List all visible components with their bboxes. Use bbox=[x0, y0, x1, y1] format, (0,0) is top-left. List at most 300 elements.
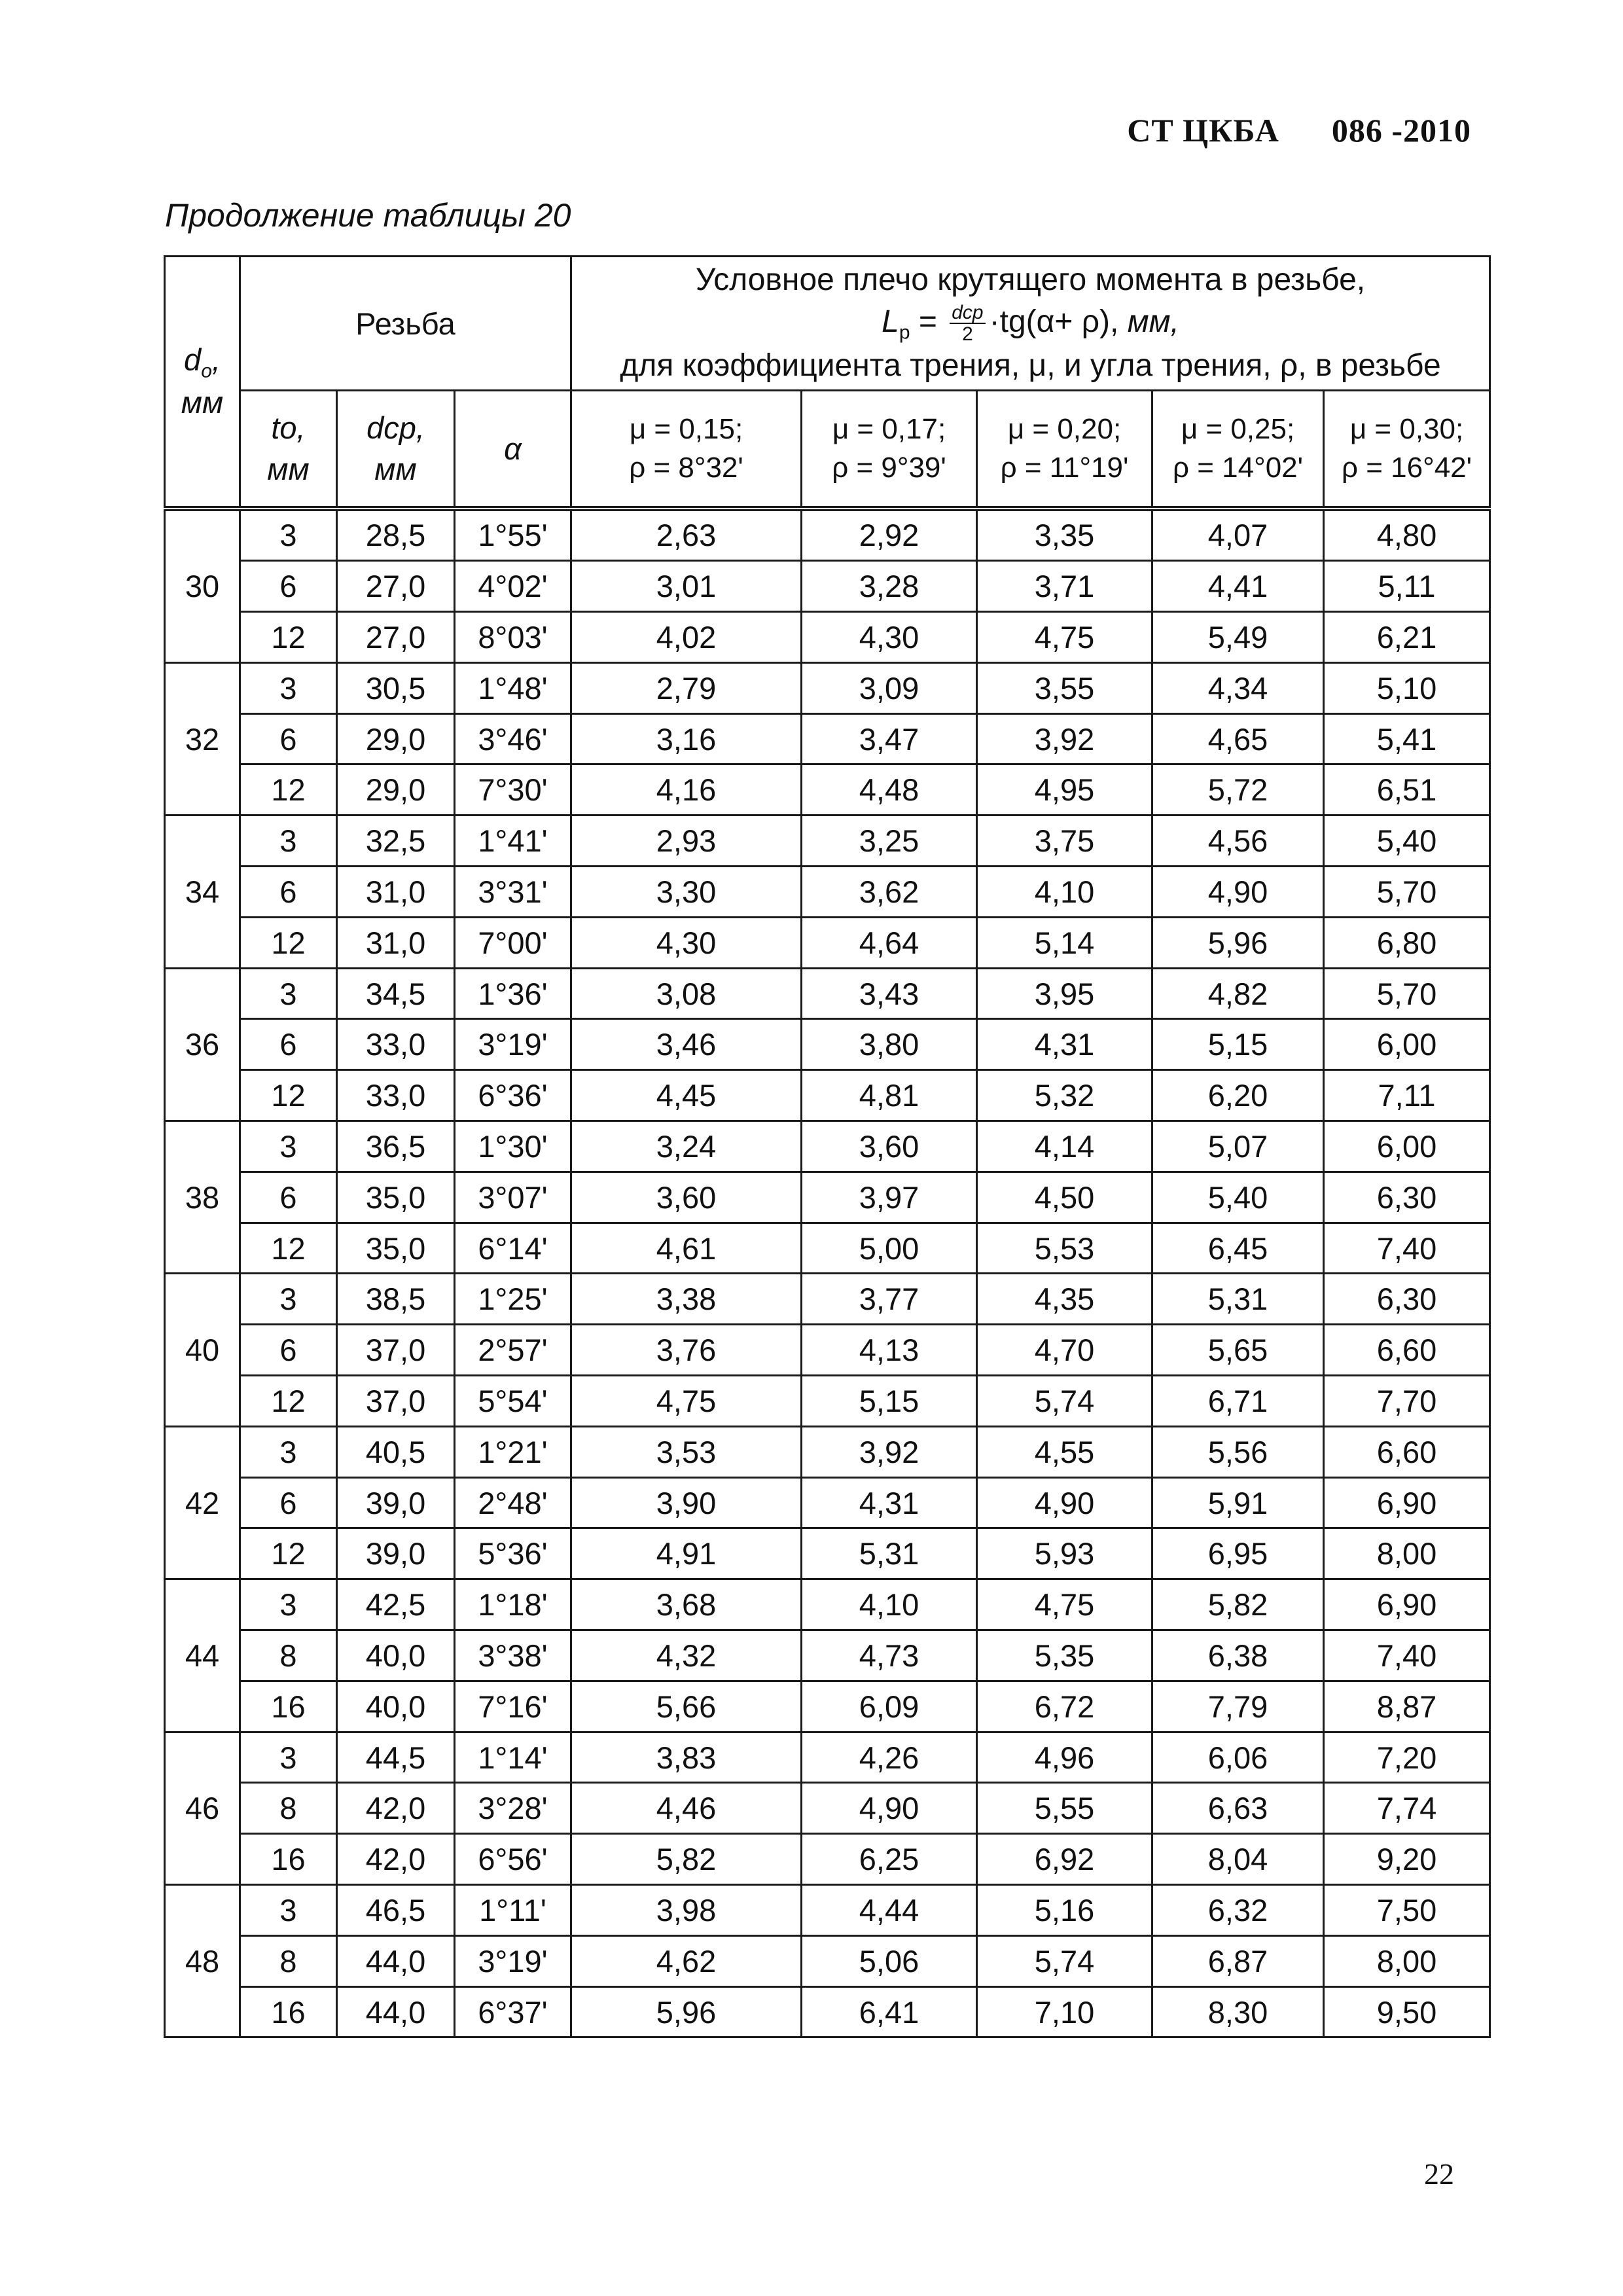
table-cell: 4,90 bbox=[802, 1783, 977, 1834]
table-cell: 1°14' bbox=[455, 1732, 571, 1783]
table-cell: 6,90 bbox=[1324, 1477, 1490, 1528]
table-cell: 6,41 bbox=[802, 1986, 977, 2037]
table-row bbox=[165, 1172, 1490, 1223]
table-cell: 3,97 bbox=[802, 1172, 977, 1223]
table-row bbox=[165, 662, 1490, 713]
table-cell: 6,90 bbox=[1324, 1579, 1490, 1630]
table-cell: 1°36' bbox=[455, 968, 571, 1019]
table-cell: 2,79 bbox=[571, 662, 802, 713]
torque-arm-condition: для коэффициента трения, μ, и угла трения, ρ, в резьбе bbox=[620, 348, 1441, 384]
document-header bbox=[1127, 111, 1471, 149]
table-cell: 30,5 bbox=[337, 662, 455, 713]
table-cell: 7,10 bbox=[977, 1986, 1152, 2037]
table-cell: 6,00 bbox=[1324, 1019, 1490, 1070]
sub-header-line: μ = 0,20; bbox=[1007, 412, 1122, 445]
table-cell: 5,70 bbox=[1324, 968, 1490, 1019]
table-cell: 5,32 bbox=[977, 1070, 1152, 1121]
torque-arm-table-container bbox=[164, 255, 1489, 2038]
table-cell: 4,56 bbox=[1152, 816, 1324, 867]
sub-header-line: ρ = 9°39' bbox=[832, 452, 946, 484]
table-cell: 3 bbox=[240, 1426, 337, 1477]
table-cell: 42,0 bbox=[337, 1834, 455, 1885]
table-cell: 27,0 bbox=[337, 561, 455, 612]
formula-fraction: $\frac{\text{dср}}{2}$ bbox=[950, 302, 985, 345]
torque-arm-formula: $L_р$ = $\frac{\text{dср}}{2}$ ·tg(α+ ρ), мм, bbox=[882, 301, 1179, 346]
table-cell: 4,41 bbox=[1152, 561, 1324, 612]
table-cell: 3,25 bbox=[802, 816, 977, 867]
table-cell: 5,11 bbox=[1324, 561, 1490, 612]
table-cell: 3,95 bbox=[977, 968, 1152, 1019]
table-cell: 16 bbox=[240, 1681, 337, 1732]
column-header-mu-025 bbox=[1152, 391, 1324, 509]
table-row bbox=[165, 1783, 1490, 1834]
table-cell: 1°48' bbox=[455, 662, 571, 713]
sub-header-line: ρ = 16°42' bbox=[1341, 452, 1472, 484]
table-cell: 4,64 bbox=[802, 917, 977, 968]
table-cell: 4,26 bbox=[802, 1732, 977, 1783]
table-cell: 7,70 bbox=[1324, 1376, 1490, 1427]
table-cell: 29,0 bbox=[337, 713, 455, 764]
table-row bbox=[165, 713, 1490, 764]
table-row bbox=[165, 1477, 1490, 1528]
table-cell: 3 bbox=[240, 968, 337, 1019]
d0-cell: 42 bbox=[165, 1426, 240, 1579]
table-cell: 5,41 bbox=[1324, 713, 1490, 764]
table-cell: 3°19' bbox=[455, 1019, 571, 1070]
table-cell: 6,45 bbox=[1152, 1223, 1324, 1274]
table-cell: 29,0 bbox=[337, 764, 455, 816]
table-cell: 5,96 bbox=[1152, 917, 1324, 968]
table-cell: 3,28 bbox=[802, 561, 977, 612]
table-row bbox=[165, 612, 1490, 663]
table-cell: 7,20 bbox=[1324, 1732, 1490, 1783]
table-cell: 4,16 bbox=[571, 764, 802, 816]
table-cell: 8 bbox=[240, 1783, 337, 1834]
table-cell: 5,06 bbox=[802, 1935, 977, 1986]
table-cell: 3,60 bbox=[571, 1172, 802, 1223]
table-cell: 40,0 bbox=[337, 1681, 455, 1732]
table-cell: 4,02 bbox=[571, 612, 802, 663]
table-cell: 5,31 bbox=[1152, 1274, 1324, 1325]
table-cell: 12 bbox=[240, 764, 337, 816]
table-cell: 6,09 bbox=[802, 1681, 977, 1732]
table-cell: 4,65 bbox=[1152, 713, 1324, 764]
table-row bbox=[165, 1579, 1490, 1630]
table-cell: 3°28' bbox=[455, 1783, 571, 1834]
sub-header-line: ρ = 11°19' bbox=[1000, 452, 1129, 484]
table-cell: 4,30 bbox=[571, 917, 802, 968]
table-cell: 6 bbox=[240, 1172, 337, 1223]
table-cell: 5,31 bbox=[802, 1528, 977, 1579]
table-cell: 35,0 bbox=[337, 1223, 455, 1274]
standard-number: 086 -2010 bbox=[1331, 112, 1471, 149]
table-cell: 40,0 bbox=[337, 1630, 455, 1681]
table-cell: 4°02' bbox=[455, 561, 571, 612]
table-cell: 3°19' bbox=[455, 1935, 571, 1986]
table-cell: 5,16 bbox=[977, 1885, 1152, 1936]
table-cell: 4,75 bbox=[977, 1579, 1152, 1630]
table-cell: 3,16 bbox=[571, 713, 802, 764]
table-cell: 5,72 bbox=[1152, 764, 1324, 816]
table-row bbox=[165, 1121, 1490, 1172]
table-row bbox=[165, 1070, 1490, 1121]
table-cell: 6,32 bbox=[1152, 1885, 1324, 1936]
table-cell: 6,06 bbox=[1152, 1732, 1324, 1783]
table-cell: 4,55 bbox=[977, 1426, 1152, 1477]
table-cell: 6°37' bbox=[455, 1986, 571, 2037]
table-cell: 5,15 bbox=[1152, 1019, 1324, 1070]
table-cell: 5,56 bbox=[1152, 1426, 1324, 1477]
table-cell: 5,70 bbox=[1324, 867, 1490, 918]
table-cell: 3,80 bbox=[802, 1019, 977, 1070]
table-cell: 46,5 bbox=[337, 1885, 455, 1936]
column-header-mu-015 bbox=[571, 391, 802, 509]
table-cell: 8,04 bbox=[1152, 1834, 1324, 1885]
d0-cell: 46 bbox=[165, 1732, 240, 1884]
table-cell: 3,83 bbox=[571, 1732, 802, 1783]
table-cell: 3°31' bbox=[455, 867, 571, 918]
table-cell: 6 bbox=[240, 867, 337, 918]
table-body bbox=[165, 509, 1490, 2037]
table-cell: 3,76 bbox=[571, 1325, 802, 1376]
table-row bbox=[165, 1019, 1490, 1070]
table-caption: Продолжение таблицы 20 bbox=[165, 197, 571, 234]
table-cell: 4,34 bbox=[1152, 662, 1324, 713]
table-cell: 6,60 bbox=[1324, 1325, 1490, 1376]
table-cell: 4,07 bbox=[1152, 509, 1324, 561]
d0-cell: 48 bbox=[165, 1885, 240, 2037]
table-cell: 3°07' bbox=[455, 1172, 571, 1223]
table-cell: 7°30' bbox=[455, 764, 571, 816]
table-row bbox=[165, 1325, 1490, 1376]
table-row bbox=[165, 1426, 1490, 1477]
standard-code: СТ ЦКБА bbox=[1127, 112, 1279, 149]
table-cell: 4,61 bbox=[571, 1223, 802, 1274]
table-cell: 5,14 bbox=[977, 917, 1152, 968]
table-cell: 4,80 bbox=[1324, 509, 1490, 561]
page-number: 22 bbox=[1424, 2157, 1454, 2191]
table-cell: 4,75 bbox=[977, 612, 1152, 663]
table-cell: 8 bbox=[240, 1630, 337, 1681]
table-cell: 4,96 bbox=[977, 1732, 1152, 1783]
table-cell: 3,92 bbox=[802, 1426, 977, 1477]
table-cell: 6°36' bbox=[455, 1070, 571, 1121]
table-cell: 5,35 bbox=[977, 1630, 1152, 1681]
table-cell: 3 bbox=[240, 662, 337, 713]
table-cell: 5,93 bbox=[977, 1528, 1152, 1579]
table-cell: 37,0 bbox=[337, 1325, 455, 1376]
table-cell: 4,10 bbox=[977, 867, 1152, 918]
table-cell: 5,66 bbox=[571, 1681, 802, 1732]
table-row bbox=[165, 561, 1490, 612]
column-header-mu-030 bbox=[1324, 391, 1490, 509]
table-cell: 1°11' bbox=[455, 1885, 571, 1936]
table-cell: 5,82 bbox=[571, 1834, 802, 1885]
table-cell: 6 bbox=[240, 1019, 337, 1070]
table-cell: 5,55 bbox=[977, 1783, 1152, 1834]
table-cell: 7°16' bbox=[455, 1681, 571, 1732]
table-cell: 44,5 bbox=[337, 1732, 455, 1783]
table-cell: 7,40 bbox=[1324, 1630, 1490, 1681]
table-cell: 4,45 bbox=[571, 1070, 802, 1121]
table-cell: 5,91 bbox=[1152, 1477, 1324, 1528]
table-cell: 4,91 bbox=[571, 1528, 802, 1579]
table-cell: 4,44 bbox=[802, 1885, 977, 1936]
table-cell: 3°46' bbox=[455, 713, 571, 764]
table-row bbox=[165, 1834, 1490, 1885]
sub-header-line: dср, bbox=[366, 410, 425, 445]
table-cell: 12 bbox=[240, 1223, 337, 1274]
table-cell: 6,95 bbox=[1152, 1528, 1324, 1579]
table-cell: 6 bbox=[240, 1325, 337, 1376]
column-header-dcp bbox=[337, 391, 455, 509]
sub-header-line: μ = 0,15; bbox=[629, 412, 743, 445]
table-cell: 8°03' bbox=[455, 612, 571, 663]
table-cell: 31,0 bbox=[337, 917, 455, 968]
table-cell: 6,30 bbox=[1324, 1172, 1490, 1223]
torque-arm-title: Условное плечо крутящего момента в резьбе, bbox=[695, 262, 1366, 297]
table-row bbox=[165, 1528, 1490, 1579]
table-cell: 12 bbox=[240, 612, 337, 663]
table-cell: 6,87 bbox=[1152, 1935, 1324, 1986]
table-cell: 5,96 bbox=[571, 1986, 802, 2037]
table-cell: 6,80 bbox=[1324, 917, 1490, 968]
column-header-d0: $d_о$, мм bbox=[165, 257, 240, 509]
sub-header-line: μ = 0,17; bbox=[832, 412, 946, 445]
table-cell: 6,72 bbox=[977, 1681, 1152, 1732]
column-header-mu-020 bbox=[977, 391, 1152, 509]
d0-cell: 38 bbox=[165, 1121, 240, 1274]
table-row bbox=[165, 1274, 1490, 1325]
sub-header-line: ρ = 14°02' bbox=[1172, 452, 1304, 484]
table-cell: 16 bbox=[240, 1986, 337, 2037]
table-cell: 16 bbox=[240, 1834, 337, 1885]
table-row bbox=[165, 1986, 1490, 2037]
column-header-mu-017 bbox=[802, 391, 977, 509]
table-cell: 6,38 bbox=[1152, 1630, 1324, 1681]
table-row bbox=[165, 1223, 1490, 1274]
table-cell: 6 bbox=[240, 1477, 337, 1528]
table-cell: 39,0 bbox=[337, 1477, 455, 1528]
table-cell: 3,68 bbox=[571, 1579, 802, 1630]
d0-cell: 36 bbox=[165, 968, 240, 1121]
table-cell: 4,75 bbox=[571, 1376, 802, 1427]
table-cell: 42,0 bbox=[337, 1783, 455, 1834]
table-cell: 8,00 bbox=[1324, 1935, 1490, 1986]
table-row bbox=[165, 1681, 1490, 1732]
table-cell: 33,0 bbox=[337, 1070, 455, 1121]
table-cell: 6,21 bbox=[1324, 612, 1490, 663]
table-cell: 8,00 bbox=[1324, 1528, 1490, 1579]
table-cell: 4,70 bbox=[977, 1325, 1152, 1376]
table-cell: 5,53 bbox=[977, 1223, 1152, 1274]
table-cell: 44,0 bbox=[337, 1935, 455, 1986]
table-cell: 1°30' bbox=[455, 1121, 571, 1172]
table-cell: 7,11 bbox=[1324, 1070, 1490, 1121]
table-cell: 3,77 bbox=[802, 1274, 977, 1325]
table-cell: 4,90 bbox=[977, 1477, 1152, 1528]
table-cell: 2,92 bbox=[802, 509, 977, 561]
table-cell: 6,63 bbox=[1152, 1783, 1324, 1834]
table-cell: 3,43 bbox=[802, 968, 977, 1019]
table-cell: 5,40 bbox=[1152, 1172, 1324, 1223]
sub-header-line: ρ = 8°32' bbox=[629, 452, 743, 484]
table-row bbox=[165, 1885, 1490, 1936]
table-cell: 6 bbox=[240, 561, 337, 612]
table-cell: 2°57' bbox=[455, 1325, 571, 1376]
table-cell: 3,92 bbox=[977, 713, 1152, 764]
table-cell: 5,74 bbox=[977, 1935, 1152, 1986]
table-cell: 3 bbox=[240, 1732, 337, 1783]
table-cell: 4,32 bbox=[571, 1630, 802, 1681]
table-cell: 33,0 bbox=[337, 1019, 455, 1070]
table-cell: 44,0 bbox=[337, 1986, 455, 2037]
table-cell: 3 bbox=[240, 1885, 337, 1936]
table-cell: 5,10 bbox=[1324, 662, 1490, 713]
table-cell: 1°21' bbox=[455, 1426, 571, 1477]
table-cell: 7,74 bbox=[1324, 1783, 1490, 1834]
table-cell: 35,0 bbox=[337, 1172, 455, 1223]
table-cell: 4,81 bbox=[802, 1070, 977, 1121]
table-cell: 37,0 bbox=[337, 1376, 455, 1427]
table-cell: 5,00 bbox=[802, 1223, 977, 1274]
table-cell: 32,5 bbox=[337, 816, 455, 867]
table-cell: 3,55 bbox=[977, 662, 1152, 713]
table-cell: 3 bbox=[240, 816, 337, 867]
table-cell: 5,65 bbox=[1152, 1325, 1324, 1376]
table-cell: 5,82 bbox=[1152, 1579, 1324, 1630]
table-cell: 3 bbox=[240, 1121, 337, 1172]
column-header-alpha bbox=[455, 391, 571, 509]
column-group-torque-arm bbox=[571, 257, 1490, 391]
table-cell: 4,48 bbox=[802, 764, 977, 816]
table-row bbox=[165, 764, 1490, 816]
table-cell: 5,15 bbox=[802, 1376, 977, 1427]
table-row bbox=[165, 1376, 1490, 1427]
table-cell: 6,92 bbox=[977, 1834, 1152, 1885]
table-cell: 3 bbox=[240, 1579, 337, 1630]
table-cell: 27,0 bbox=[337, 612, 455, 663]
table-cell: 3 bbox=[240, 509, 337, 561]
table-cell: 40,5 bbox=[337, 1426, 455, 1477]
table-cell: 3,75 bbox=[977, 816, 1152, 867]
table-cell: 4,31 bbox=[802, 1477, 977, 1528]
table-cell: 6,00 bbox=[1324, 1121, 1490, 1172]
table-cell: 5°36' bbox=[455, 1528, 571, 1579]
table-cell: 38,5 bbox=[337, 1274, 455, 1325]
table-cell: 4,46 bbox=[571, 1783, 802, 1834]
table-cell: 9,20 bbox=[1324, 1834, 1490, 1885]
sub-header-line: мм bbox=[267, 452, 310, 487]
table-cell: 6°56' bbox=[455, 1834, 571, 1885]
table-cell: 1°18' bbox=[455, 1579, 571, 1630]
table-cell: 3,98 bbox=[571, 1885, 802, 1936]
table-cell: 3,62 bbox=[802, 867, 977, 918]
table-cell: 4,90 bbox=[1152, 867, 1324, 918]
table-cell: 5,49 bbox=[1152, 612, 1324, 663]
table-cell: 3,01 bbox=[571, 561, 802, 612]
table-cell: 3 bbox=[240, 1274, 337, 1325]
table-cell: 4,30 bbox=[802, 612, 977, 663]
table-cell: 3,46 bbox=[571, 1019, 802, 1070]
sub-header-line: α bbox=[504, 431, 522, 466]
table-cell: 4,10 bbox=[802, 1579, 977, 1630]
column-header-t0 bbox=[240, 391, 337, 509]
table-row bbox=[165, 1732, 1490, 1783]
column-group-thread: Резьба bbox=[240, 257, 571, 391]
table-cell: 3,35 bbox=[977, 509, 1152, 561]
table-cell: 3,24 bbox=[571, 1121, 802, 1172]
table-cell: 4,62 bbox=[571, 1935, 802, 1986]
table-cell: 5,40 bbox=[1324, 816, 1490, 867]
table-cell: 39,0 bbox=[337, 1528, 455, 1579]
table-cell: 5,07 bbox=[1152, 1121, 1324, 1172]
table-cell: 3,30 bbox=[571, 867, 802, 918]
torque-arm-table bbox=[164, 255, 1491, 2038]
table-cell: 12 bbox=[240, 1528, 337, 1579]
table-cell: 8,87 bbox=[1324, 1681, 1490, 1732]
table-cell: 7,50 bbox=[1324, 1885, 1490, 1936]
d0-cell: 32 bbox=[165, 662, 240, 815]
table-cell: 6,71 bbox=[1152, 1376, 1324, 1427]
table-cell: 4,31 bbox=[977, 1019, 1152, 1070]
table-cell: 4,73 bbox=[802, 1630, 977, 1681]
table-cell: 1°41' bbox=[455, 816, 571, 867]
sub-header-line: tо, bbox=[271, 410, 306, 445]
table-cell: 6 bbox=[240, 713, 337, 764]
table-row bbox=[165, 917, 1490, 968]
table-cell: 31,0 bbox=[337, 867, 455, 918]
table-cell: 7,40 bbox=[1324, 1223, 1490, 1274]
table-row bbox=[165, 1935, 1490, 1986]
table-cell: 12 bbox=[240, 1070, 337, 1121]
d0-cell: 44 bbox=[165, 1579, 240, 1732]
table-cell: 2,63 bbox=[571, 509, 802, 561]
table-cell: 1°25' bbox=[455, 1274, 571, 1325]
table-cell: 5,74 bbox=[977, 1376, 1152, 1427]
table-cell: 12 bbox=[240, 917, 337, 968]
table-row bbox=[165, 1630, 1490, 1681]
table-cell: 4,82 bbox=[1152, 968, 1324, 1019]
table-cell: 6,30 bbox=[1324, 1274, 1490, 1325]
table-row bbox=[165, 509, 1490, 561]
table-cell: 5°54' bbox=[455, 1376, 571, 1427]
table-row bbox=[165, 816, 1490, 867]
table-cell: 9,50 bbox=[1324, 1986, 1490, 2037]
table-cell: 34,5 bbox=[337, 968, 455, 1019]
sub-header-row bbox=[165, 391, 1490, 509]
table-cell: 3°38' bbox=[455, 1630, 571, 1681]
table-row bbox=[165, 867, 1490, 918]
table-cell: 3,47 bbox=[802, 713, 977, 764]
d0-cell: 34 bbox=[165, 816, 240, 968]
table-cell: 6°14' bbox=[455, 1223, 571, 1274]
table-cell: 6,25 bbox=[802, 1834, 977, 1885]
table-cell: 3,90 bbox=[571, 1477, 802, 1528]
table-row bbox=[165, 968, 1490, 1019]
table-cell: 4,13 bbox=[802, 1325, 977, 1376]
table-cell: 28,5 bbox=[337, 509, 455, 561]
table-cell: 4,14 bbox=[977, 1121, 1152, 1172]
table-cell: 7°00' bbox=[455, 917, 571, 968]
table-cell: 3,60 bbox=[802, 1121, 977, 1172]
table-cell: 12 bbox=[240, 1376, 337, 1427]
table-cell: 8,30 bbox=[1152, 1986, 1324, 2037]
table-cell: 6,51 bbox=[1324, 764, 1490, 816]
table-cell: 1°55' bbox=[455, 509, 571, 561]
table-cell: 3,53 bbox=[571, 1426, 802, 1477]
table-cell: 4,50 bbox=[977, 1172, 1152, 1223]
